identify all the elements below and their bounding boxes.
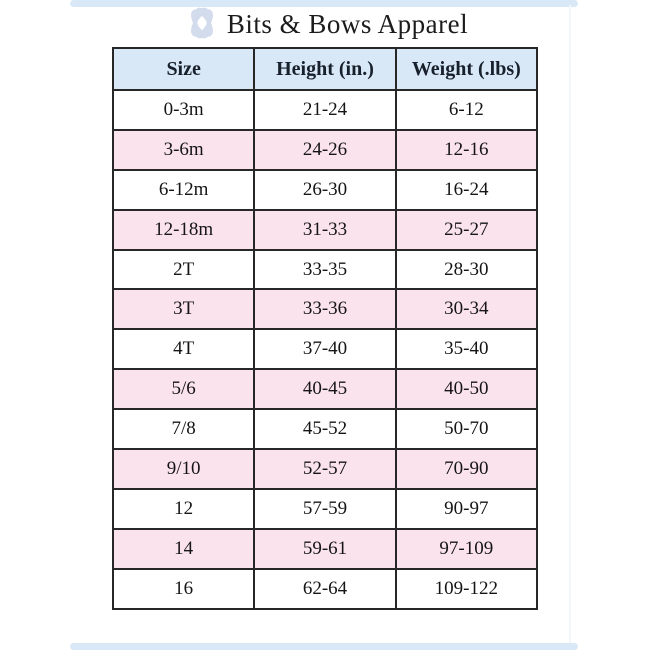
table-row (113, 569, 537, 609)
table-cell: 16 (113, 569, 254, 609)
header-row (113, 48, 537, 90)
table-cell: 26-30 (254, 170, 395, 210)
table-cell: 12-18m (113, 210, 254, 250)
table-cell: 21-24 (254, 90, 395, 130)
table-cell: 0-3m (113, 90, 254, 130)
column-header-height: Height (in.) (254, 48, 395, 90)
table-row (113, 130, 537, 170)
table-cell: 31-33 (254, 210, 395, 250)
table-header (113, 48, 537, 90)
table-row (113, 409, 537, 449)
bow-icon (182, 4, 222, 47)
table-cell: 6-12 (396, 90, 537, 130)
table-cell: 40-50 (396, 369, 537, 409)
table-cell: 16-24 (396, 170, 537, 210)
table-cell: 50-70 (396, 409, 537, 449)
table-cell: 57-59 (254, 489, 395, 529)
table-cell: 28-30 (396, 250, 537, 290)
table-cell: 97-109 (396, 529, 537, 569)
table-cell: 70-90 (396, 449, 537, 489)
table-row (113, 369, 537, 409)
table-cell: 7/8 (113, 409, 254, 449)
table-cell: 3-6m (113, 130, 254, 170)
table-cell: 4T (113, 329, 254, 369)
table-cell: 45-52 (254, 409, 395, 449)
table-cell: 52-57 (254, 449, 395, 489)
table-row (113, 449, 537, 489)
table-cell: 59-61 (254, 529, 395, 569)
table-cell: 90-97 (396, 489, 537, 529)
brand-header (0, 5, 650, 43)
table-cell: 5/6 (113, 369, 254, 409)
table-cell: 33-36 (254, 289, 395, 329)
table-cell: 35-40 (396, 329, 537, 369)
table-cell: 6-12m (113, 170, 254, 210)
table-row (113, 210, 537, 250)
table-row (113, 250, 537, 290)
table-row (113, 90, 537, 130)
table-row (113, 529, 537, 569)
table-row (113, 329, 537, 369)
table-cell: 2T (113, 250, 254, 290)
table-cell: 14 (113, 529, 254, 569)
table-cell: 30-34 (396, 289, 537, 329)
table-cell: 33-35 (254, 250, 395, 290)
table-cell: 3T (113, 289, 254, 329)
table-cell: 9/10 (113, 449, 254, 489)
table-body (113, 90, 537, 609)
table-cell: 109-122 (396, 569, 537, 609)
column-header-size: Size (113, 48, 254, 90)
table-cell: 37-40 (254, 329, 395, 369)
table-cell: 25-27 (396, 210, 537, 250)
page-title: Bits & Bows Apparel (226, 8, 469, 39)
size-chart-table (112, 47, 538, 610)
table-cell: 12 (113, 489, 254, 529)
table-row (113, 170, 537, 210)
bottom-accent-bar (70, 643, 578, 650)
table-cell: 40-45 (254, 369, 395, 409)
table-cell: 62-64 (254, 569, 395, 609)
table-row (113, 289, 537, 329)
table-cell: 12-16 (396, 130, 537, 170)
table-row (113, 489, 537, 529)
table-cell: 24-26 (254, 130, 395, 170)
right-frame-line (569, 5, 571, 645)
column-header-weight: Weight (.lbs) (396, 48, 537, 90)
